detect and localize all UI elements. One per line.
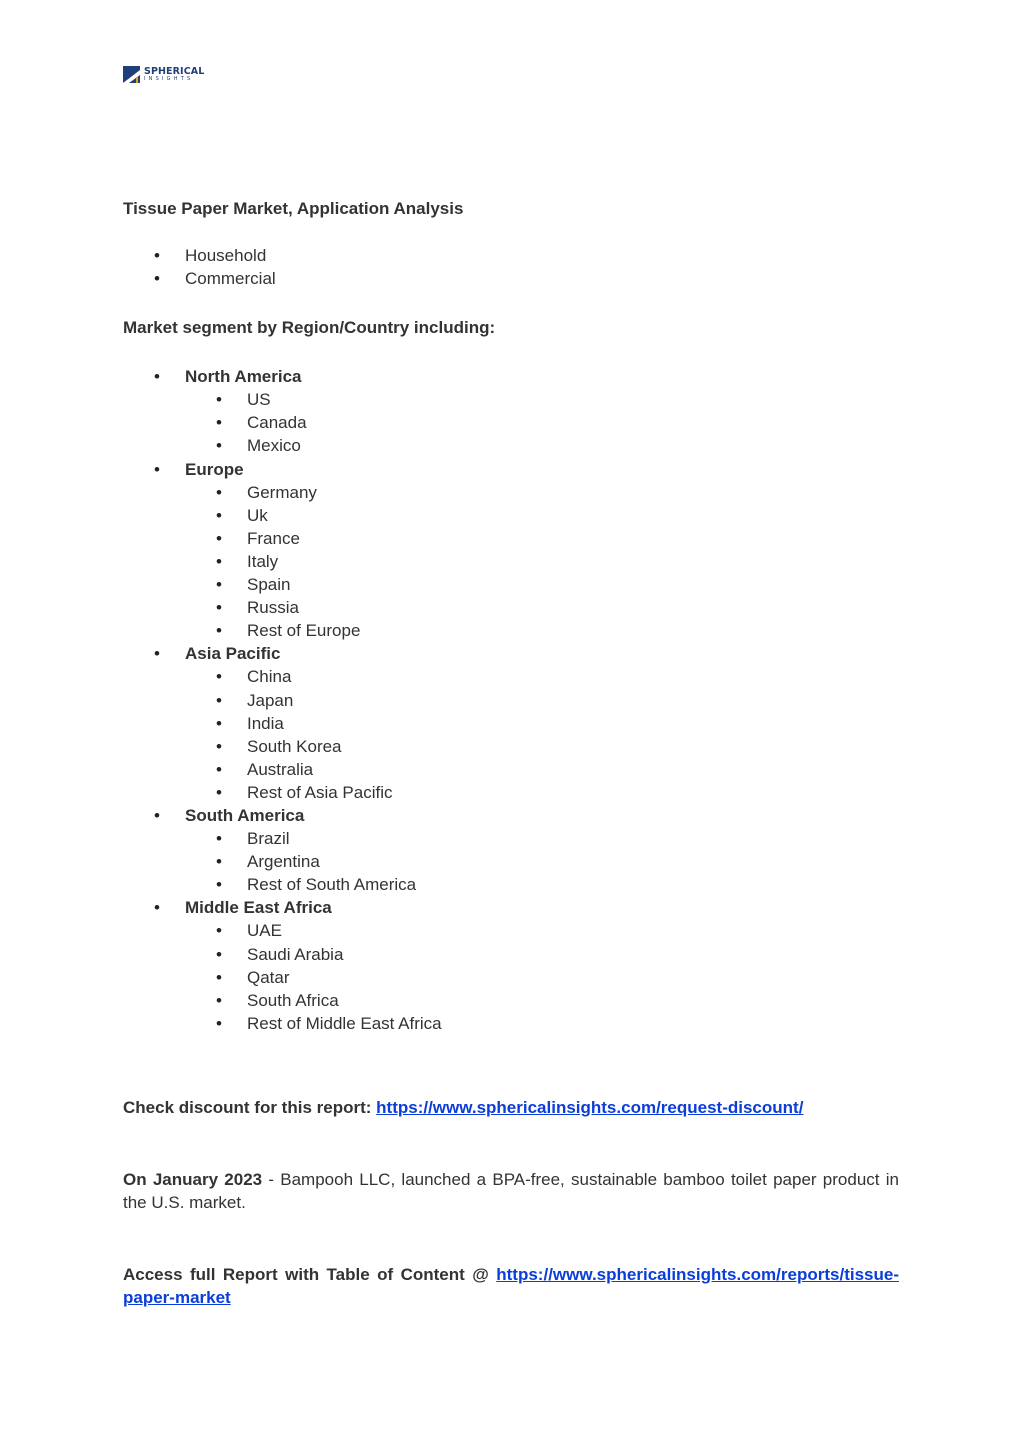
region-asia-pacific [123,642,899,804]
region-name: Asia Pacific [185,644,281,664]
list-item: • Rest of Asia Pacific [185,781,899,804]
list-item: • Argentina [185,850,899,873]
list-item: • Germany [185,481,899,504]
region-name: Middle East Africa [185,898,332,918]
list-item: • France [185,527,899,550]
list-item: • Canada [185,411,899,434]
region-north-america [123,365,899,457]
country-list [185,481,899,643]
list-item: • South Africa [185,989,899,1012]
region-name: North America [185,367,302,387]
full-report-link[interactable]: https://www.sphericalinsights.com/reports/tissue-paper-market [123,1264,899,1307]
country-list [185,919,899,1034]
list-item: • UAE [185,919,899,942]
list-item: • Rest of Europe [185,619,899,642]
access-paragraph [123,1263,899,1309]
list-item: • Italy [185,550,899,573]
list-item: • Saudi Arabia [185,943,899,966]
application-heading: Tissue Paper Market, Application Analysis [123,199,464,218]
list-item: • Qatar [185,966,899,989]
country-list [185,665,899,804]
list-item: • Mexico [185,434,899,457]
news-paragraph [123,1168,899,1214]
region-name: South America [185,805,305,825]
list-item: • Brazil [185,827,899,850]
spherical-insights-logo-icon [123,66,140,83]
list-item: • Rest of South America [185,873,899,896]
logo-top-text: SPHERICAL [144,65,205,77]
region-middle-east-africa [123,896,899,1035]
discount-label: Check discount for this report: [123,1097,372,1117]
list-item: • Australia [185,758,899,781]
country-list [185,388,899,457]
news-date: On January 2023 [123,1169,263,1189]
list-item: • Uk [185,504,899,527]
news-text: - Bampooh LLC, launched a BPA-free, sustainable bamboo toilet paper product in the U.S. market. [123,1169,899,1212]
list-item: • Japan [185,689,899,712]
company-logo [123,66,204,83]
list-item: • India [185,712,899,735]
list-item: • Commercial [123,267,899,290]
list-item: • Household [123,244,899,267]
region-europe [123,458,899,643]
discount-link[interactable]: https://www.sphericalinsights.com/request-discount/ [376,1097,804,1117]
list-item: • China [185,665,899,688]
region-south-america [123,804,899,896]
list-item: • Rest of Middle East Africa [185,1012,899,1035]
segment-heading: Market segment by Region/Country including: [123,318,496,338]
access-label: Access full Report with Table of Content @ [123,1264,497,1284]
country-list [185,827,899,896]
list-item: • Russia [185,596,899,619]
region-name: Europe [185,459,244,479]
application-list [123,244,899,290]
document-body [123,197,899,1326]
list-item: • US [185,388,899,411]
discount-paragraph [123,1096,899,1119]
region-list [123,365,899,1035]
logo-bottom-text: INSIGHTS [144,76,194,83]
list-item: • Spain [185,573,899,596]
list-item: • South Korea [185,735,899,758]
